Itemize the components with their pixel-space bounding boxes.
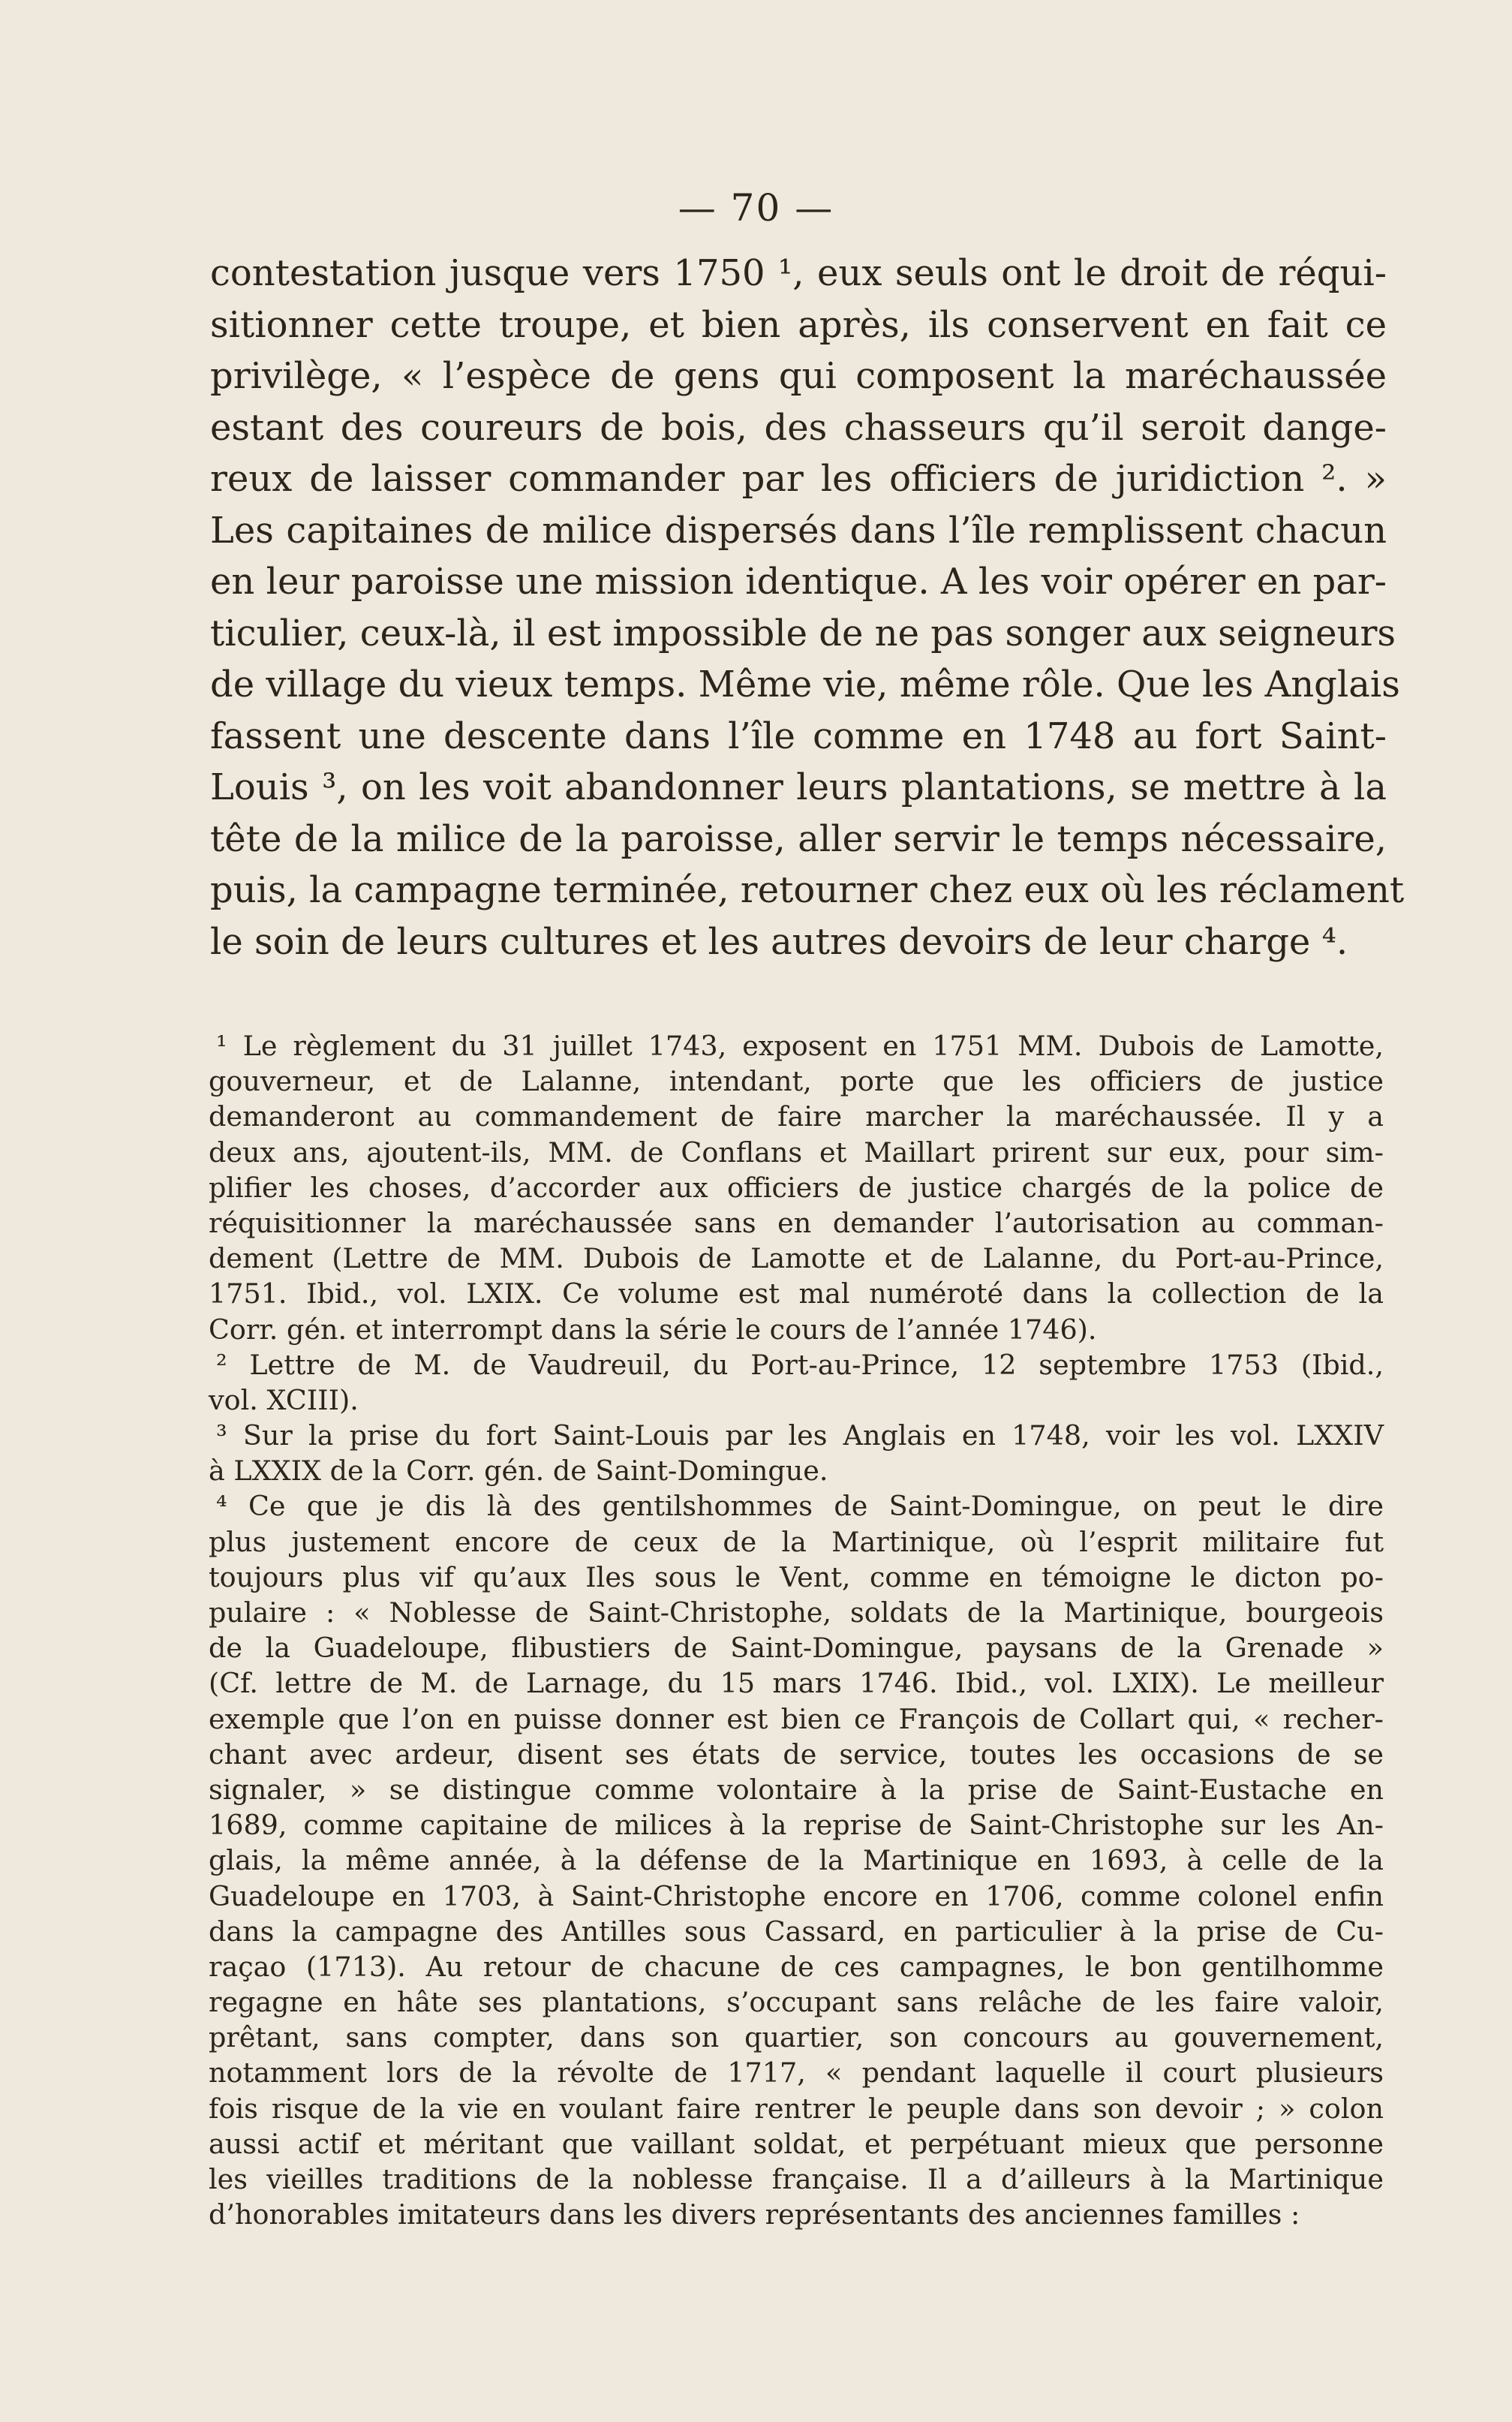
footnote-line: les vieilles traditions de la noblesse française. Il a d’ailleurs à la Martinique [209,2163,1384,2195]
footnote-line: aussi actif et méritant que vaillant soldat, et perpétuant mieux que personne [209,2127,1384,2160]
text-line: estant des coureurs de bois, des chasseurs qu’il seroit dange- [210,406,1387,449]
footnote-line: prêtant, sans compter, dans son quartier, son concours au gouvernement, [209,2021,1384,2054]
footnote-line: dement (Lettre de MM. Dubois de Lamotte et de Lalanne, du Port-au-Prince, [209,1242,1384,1275]
footnote-line: réquisitionner la maréchaussée sans en demander l’autorisation au comman- [209,1206,1384,1239]
footnote-line: fois risque de la vie en voulant faire rentrer le peuple dans son devoir ; » colon [209,2092,1384,2125]
footnote-line: dans la campagne des Antilles sous Cassard, en particulier à la prise de Cu- [209,1915,1384,1948]
footnote-line: notamment lors de la révolte de 1717, « pendant laquelle il court plusieurs [209,2056,1384,2090]
page-number: — 70 — [678,186,834,230]
text-line: fassent une descente dans l’île comme en 1748 au fort Saint- [210,715,1387,757]
footnote-line: ³ Sur la prise du fort Saint-Louis par les Anglais en 1748, voir les vol. LXXIV [216,1419,1384,1452]
footnote-line: ¹ Le règlement du 31 juillet 1743, exposent en 1751 MM. Dubois de Lamotte, [216,1030,1384,1062]
text-line: sitionner cette troupe, et bien après, ils conservent en fait ce [210,303,1387,346]
text-line: privilège, « l’espèce de gens qui composent la maréchaussée [210,355,1387,397]
footnote-line: demanderont au commandement de faire marcher la maréchaussée. Il y a [209,1100,1384,1133]
footnote-line: regagne en hâte ses plantations, s’occupant sans relâche de les faire valoir, [209,1986,1384,2019]
footnote-line: Corr. gén. et interrompt dans la série le cours de l’année 1746). [209,1313,1097,1346]
footnote-line: Guadeloupe en 1703, à Saint-Christophe encore en 1706, comme colonel enfin [209,1879,1384,1912]
text-line: puis, la campagne terminée, retourner chez eux où les réclament [210,869,1405,911]
footnote-line: raçao (1713). Au retour de chacune de ces campagnes, le bon gentilhomme [209,1950,1384,1983]
text-line: ticulier, ceux-là, il est impossible de ne pas songer aux seigneurs [210,612,1396,654]
footnote-line: gouverneur, et de Lalanne, intendant, porte que les officiers de justice [209,1065,1384,1098]
text-line: en leur paroisse une mission identique. A les voir opérer en par- [210,561,1387,603]
footnote-line: 1751. Ibid., vol. LXIX. Ce volume est mal numéroté dans la collection de la [209,1277,1384,1310]
text-line: contestation jusque vers 1750 ¹, eux seuls ont le droit de réqui- [210,252,1387,294]
footnote-line: glais, la même année, à la défense de la Martinique en 1693, à celle de la [209,1844,1384,1877]
footnote-line: d’honorables imitateurs dans les divers représentants des anciennes familles : [209,2198,1300,2231]
footnote-line: exemple que l’on en puisse donner est bien ce François de Collart qui, « recher- [209,1702,1384,1735]
footnote-line: ² Lettre de M. de Vaudreuil, du Port-au-Prince, 12 septembre 1753 (Ibid., [216,1348,1384,1381]
footnote-line: toujours plus vif qu’aux Iles sous le Vent, comme en témoigne le dicton po- [209,1560,1384,1593]
footnote-line: 1689, comme capitaine de milices à la reprise de Saint-Christophe sur les An- [209,1809,1384,1842]
text-line: de village du vieux temps. Même vie, même rôle. Que les Anglais [210,663,1400,706]
text-line: le soin de leurs cultures et les autres devoirs de leur charge ⁴. [210,920,1348,963]
text-line: Les capitaines de milice dispersés dans l’île remplissent chacun [210,509,1387,552]
footnote-line: ⁴ Ce que je dis là des gentilshommes de Saint-Domingue, on peut le dire [216,1490,1384,1523]
footnote-line: deux ans, ajoutent-ils, MM. de Conflans et Maillart prirent sur eux, pour sim- [209,1136,1384,1169]
text-line: reux de laisser commander par les officiers de juridiction ². » [210,458,1387,500]
text-line: Louis ³, on les voit abandonner leurs plantations, se mettre à la [210,766,1387,808]
footnote-line: plifier les choses, d’accorder aux officiers de justice chargés de la police de [209,1171,1384,1204]
footnote-line: (Cf. lettre de M. de Larnage, du 15 mars 1746. Ibid., vol. LXIX). Le meilleur [209,1667,1384,1700]
footnote-line: signaler, » se distingue comme volontaire à la prise de Saint-Eustache en [209,1773,1384,1806]
footnote-line: vol. XCIII). [209,1383,359,1416]
footnote-line: pulaire : « Noblesse de Saint-Christophe, soldats de la Martinique, bourgeois [209,1596,1384,1629]
footnote-line: de la Guadeloupe, flibustiers de Saint-Domingue, paysans de la Grenade » [209,1632,1384,1665]
footnotes [209,1028,1384,2232]
footnote-line: à LXXIX de la Corr. gén. de Saint-Domingue. [209,1455,828,1488]
footnote-line: chant avec ardeur, disent ses états de service, toutes les occasions de se [209,1738,1384,1771]
footnote-line: plus justement encore de ceux de la Martinique, où l’esprit militaire fut [209,1525,1384,1558]
main-text-body [210,248,1405,967]
text-line: tête de la milice de la paroisse, aller servir le temps nécessaire, [210,817,1387,860]
